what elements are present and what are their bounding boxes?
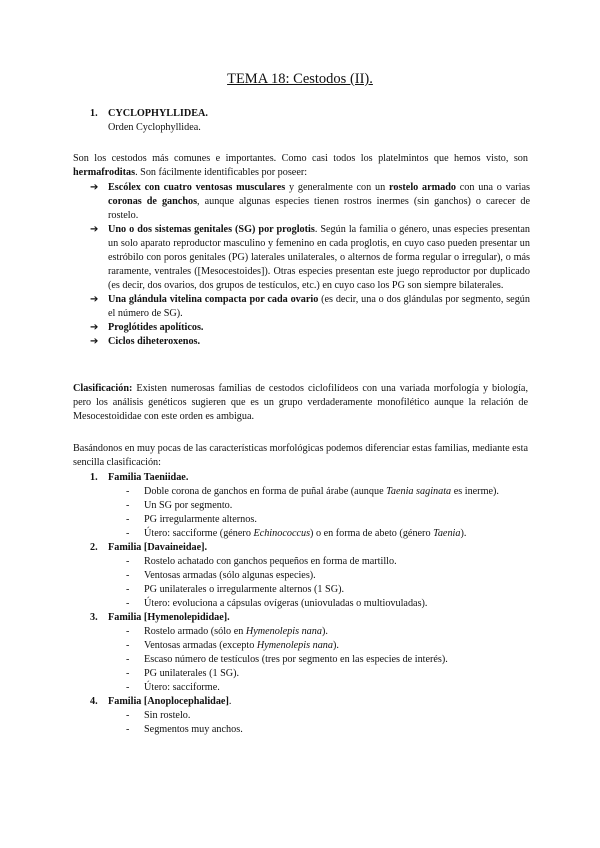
item-text: Segmentos muy anchos. xyxy=(144,724,243,735)
family-heading xyxy=(90,541,530,555)
item-text: Sin rostelo. xyxy=(144,710,191,721)
list-item: - PG unilaterales (1 SG). xyxy=(126,668,240,679)
item-text: Rostelo armado (sólo en xyxy=(144,626,246,637)
section-subtitle: Orden Cyclophyllidea. xyxy=(108,122,201,133)
item-text: PG unilaterales (1 SG). xyxy=(144,668,240,679)
intro-text: Son los cestodos más comunes e importantes. Como casi todos los platelmintos que hemos visto, son xyxy=(73,153,528,164)
feature-text: con una o varias xyxy=(456,182,530,193)
page-title: TEMA 18: Cestodos (II). xyxy=(227,71,373,87)
feature-item xyxy=(90,293,530,321)
feature-bold: rostelo armado xyxy=(389,182,456,193)
item-text: Escaso número de testículos (tres por segmento en las especies de interés). xyxy=(144,654,448,665)
feature-item xyxy=(90,321,530,335)
family-items xyxy=(90,709,530,737)
feature-text: y generalmente con un xyxy=(285,182,390,193)
family-heading xyxy=(90,471,530,485)
family-name: Familia [Anoplocephalidae] xyxy=(108,696,229,707)
item-text: Útero: evoluciona a cápsulas ovígeras (uniovuladas o multiovuladas). xyxy=(144,598,428,609)
arrow-icon: ➔ xyxy=(90,294,99,305)
clasificacion-text: Existen numerosas familias de cestodos ciclofilídeos con una variada morfología y biología, pero los análisis genéticos sugieren que es un grupo verdaderamente monofilético aunque la relación de Mesocestoididae con este orden es ambigua. xyxy=(73,383,528,422)
family-list xyxy=(90,471,530,737)
feature-bold: Escólex con cuatro ventosas musculares xyxy=(108,182,286,193)
intro-paragraph xyxy=(73,152,528,180)
basandonos-paragraph: Basándonos en muy pocas de las características morfológicas podemos diferenciar estas familias, mediante esta sencilla clasificación: xyxy=(73,443,528,468)
item-italic: Hymenolepis nana xyxy=(256,640,333,651)
item-italic: Taenia xyxy=(433,528,461,539)
item-text: Ventosas armadas (excepto xyxy=(144,640,257,651)
item-text: ) o en forma de abeto (género xyxy=(310,528,434,539)
family-name: Familia [Davaineidae]. xyxy=(108,542,208,553)
family-name: Familia [Hymenolepididae]. xyxy=(108,612,230,623)
family-heading xyxy=(90,611,530,625)
intro-text-end: . Son fácilmente identificables por poseer: xyxy=(135,167,308,178)
family-name: Familia Taeniidae. xyxy=(108,472,189,483)
arrow-icon: ➔ xyxy=(90,322,99,333)
arrow-icon: ➔ xyxy=(90,336,99,347)
item-text: PG irregularmente alternos. xyxy=(144,514,257,525)
feature-item xyxy=(90,181,530,223)
list-item: - Útero: evoluciona a cápsulas ovígeras (uniovuladas o multiovuladas). xyxy=(126,598,428,609)
item-text: Doble corona de ganchos en forma de puñal árabe (aunque xyxy=(144,486,387,497)
arrow-icon: ➔ xyxy=(90,182,99,193)
family-number: 3. xyxy=(90,612,98,623)
list-item: - PG unilaterales o irregularmente alternos (1 SG). xyxy=(126,584,345,595)
list-item: - Ventosas armadas (sólo algunas especies). xyxy=(126,570,316,581)
feature-item xyxy=(90,223,530,293)
item-text: ). xyxy=(460,528,467,539)
feature-bold: Uno o dos sistemas genitales (SG) por proglotis xyxy=(108,224,315,235)
item-text: PG unilaterales o irregularmente alternos (1 SG). xyxy=(144,584,345,595)
family-items xyxy=(90,485,530,541)
list-item: - Rostelo achatado con ganchos pequeños en forma de martillo. xyxy=(126,556,397,567)
item-italic: Hymenolepis nana xyxy=(245,626,322,637)
family-items xyxy=(90,555,530,611)
feature-bold: Proglótides apolíticos. xyxy=(108,322,204,333)
list-item: - PG irregularmente alternos. xyxy=(126,514,257,525)
feature-bold: Ciclos diheteroxenos. xyxy=(108,336,201,347)
item-italic: Echinococcus xyxy=(253,528,311,539)
list-item: - Ventosas armadas (excepto Hymenolepis nana). xyxy=(126,640,339,651)
item-text: Útero: sacciforme. xyxy=(144,682,220,693)
feature-text: . Según la familia o género, unas especies presentan un solo aparato reproductor masculino y femenino en cada proglotis, en cuyo caso pueden presentar un estróbilo con poros genitales (PG) laterales unilaterales, o alternos de forma regular o irregular), o más raramente, ventrales ([Mesocestoides]). Otras especies presentan este juego reproductor por duplicado (es decir, dos ovarios, dos grupos de testículos, etc.) en cuyo caso los PG son siempre bilaterales. xyxy=(108,224,530,291)
list-item: - Sin rostelo. xyxy=(126,710,191,721)
feature-item xyxy=(90,335,530,349)
item-text: Un SG por segmento. xyxy=(144,500,233,511)
family-items xyxy=(90,625,530,695)
item-italic: Taenia saginata xyxy=(386,486,452,497)
feature-text: (es decir, una o dos glándulas por segmento, según el número de SG). xyxy=(108,294,530,319)
clasificacion-label: Clasificación: xyxy=(73,383,133,394)
feature-text: , aunque algunas especies tienen rostros inermes (sin ganchos) o carecer de rostelo. xyxy=(108,196,530,221)
section-number: 1. xyxy=(90,108,98,119)
list-item: - Un SG por segmento. xyxy=(126,500,233,511)
list-item: - Doble corona de ganchos en forma de puñal árabe (aunque Taenia saginata es inerme). xyxy=(126,486,499,497)
feature-bold: Una glándula vitelina compacta por cada ovario xyxy=(108,294,319,305)
item-text: Rostelo achatado con ganchos pequeños en forma de martillo. xyxy=(144,556,397,567)
item-text: Útero: sacciforme (género xyxy=(144,528,254,539)
family-number: 4. xyxy=(90,696,98,707)
item-text: Ventosas armadas (sólo algunas especies). xyxy=(144,570,316,581)
section-1-heading xyxy=(90,107,208,135)
list-item: - Rostelo armado (sólo en Hymenolepis nana). xyxy=(126,626,328,637)
intro-bold: hermafroditas xyxy=(73,167,136,178)
list-item: - Segmentos muy anchos. xyxy=(126,724,243,735)
family-heading xyxy=(90,695,530,709)
section-title: CYCLOPHYLLIDEA. xyxy=(108,108,208,119)
item-text: ). xyxy=(321,626,328,637)
list-item: - Útero: sacciforme. xyxy=(126,682,220,693)
list-item: - Escaso número de testículos (tres por segmento en las especies de interés). xyxy=(126,654,448,665)
list-item: - Útero: sacciforme (género Echinococcus) o en forma de abeto (género Taenia). xyxy=(126,528,467,539)
clasificacion-paragraph xyxy=(73,382,528,424)
family-name-suffix: . xyxy=(228,696,232,707)
family-number: 2. xyxy=(90,542,98,553)
item-text: es inerme). xyxy=(451,486,499,497)
feature-list xyxy=(90,181,530,349)
arrow-icon: ➔ xyxy=(90,224,99,235)
item-text: ). xyxy=(332,640,339,651)
feature-bold: coronas de ganchos xyxy=(108,196,198,207)
family-number: 1. xyxy=(90,472,98,483)
